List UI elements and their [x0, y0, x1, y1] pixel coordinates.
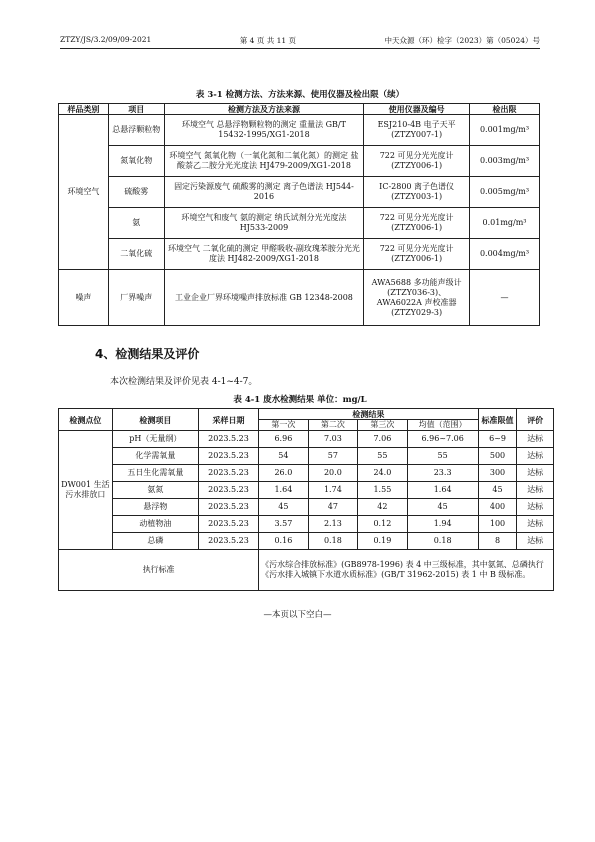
item-cell: 总悬浮颗粒物 [108, 115, 164, 146]
limit-cell: 400 [478, 499, 517, 516]
date-cell: 2023.5.23 [198, 431, 258, 448]
value-cell: 55 [358, 448, 408, 465]
col-header: 第二次 [308, 420, 358, 431]
avg-cell: 23.3 [407, 465, 478, 482]
eval-cell: 达标 [517, 448, 554, 465]
item-cell: 化学需氧量 [112, 448, 198, 465]
limit-cell: 0.005mg/m³ [470, 177, 540, 208]
standard-label: 执行标准 [59, 550, 259, 591]
eval-cell: 达标 [517, 482, 554, 499]
limit-cell: 0.003mg/m³ [470, 146, 540, 177]
col-header: 样品类别 [59, 104, 109, 115]
instrument-cell: IC-2800 离子色谱仪 (ZTZY003-1) [364, 177, 470, 208]
col-header: 检测结果 [259, 409, 479, 420]
item-cell: 悬浮物 [112, 499, 198, 516]
col-header: 评价 [517, 409, 554, 431]
method-cell: 环境空气 氮氧化物（一氧化氮和二氧化氮）的测定 盐酸萘乙二胺分光光度法 HJ479-2009/XG1-2018 [164, 146, 363, 177]
avg-cell: 1.94 [407, 516, 478, 533]
doc-code: ZTZY/JS/3.2/09/09-2021 [60, 35, 152, 44]
method-cell: 工业企业厂界环境噪声排放标准 GB 12348-2008 [164, 270, 363, 326]
value-cell: 0.16 [259, 533, 309, 550]
item-cell: pH（无量纲） [112, 431, 198, 448]
report-number: 中天众源（环）检字（2023）第（05024）号 [384, 36, 540, 45]
value-cell: 47 [308, 499, 358, 516]
eval-cell: 达标 [517, 499, 554, 516]
value-cell: 0.12 [358, 516, 408, 533]
eval-cell: 达标 [517, 533, 554, 550]
date-cell: 2023.5.23 [198, 482, 258, 499]
avg-cell: 0.18 [407, 533, 478, 550]
value-cell: 1.64 [259, 482, 309, 499]
table-row [59, 177, 540, 208]
item-cell: 总磷 [112, 533, 198, 550]
standard-text: 《污水综合排放标准》(GB8978-1996) 表 4 中三级标准，其中氨氮、总磷执行《污水排入城镇下水道水质标准》(GB/T 31962-2015) 表 1 中 B 级标准。 [259, 550, 554, 591]
method-table [58, 103, 540, 326]
date-cell: 2023.5.23 [198, 516, 258, 533]
item-cell: 二氧化硫 [108, 239, 164, 270]
col-header: 采样日期 [198, 409, 258, 431]
value-cell: 45 [259, 499, 309, 516]
category-cell: 环境空气 [59, 115, 109, 270]
col-header: 检测点位 [59, 409, 113, 431]
value-cell: 0.19 [358, 533, 408, 550]
value-cell: 20.0 [308, 465, 358, 482]
method-cell: 环境空气和废气 氨的测定 纳氏试剂分光光度法 HJ533-2009 [164, 208, 363, 239]
avg-cell: 55 [407, 448, 478, 465]
instrument-cell: 722 可见分光光度计 (ZTZY006-1) [364, 208, 470, 239]
item-cell: 氨 [108, 208, 164, 239]
value-cell: 7.03 [308, 431, 358, 448]
item-cell: 氮氧化物 [108, 146, 164, 177]
category-cell: 噪声 [59, 270, 109, 326]
limit-cell: 0.004mg/m³ [470, 239, 540, 270]
limit-cell: 300 [478, 465, 517, 482]
value-cell: 6.96 [259, 431, 309, 448]
item-cell: 五日生化需氧量 [112, 465, 198, 482]
section-intro: 本次检测结果及评价见表 4-1~4-7。 [110, 377, 258, 387]
method-cell: 固定污染源废气 硫酸雾的测定 离子色谱法 HJ544-2016 [164, 177, 363, 208]
value-cell: 1.55 [358, 482, 408, 499]
col-header: 均值（范围） [407, 420, 478, 431]
table-row [59, 533, 554, 550]
item-cell: 氨氮 [112, 482, 198, 499]
col-header: 标准限值 [478, 409, 517, 431]
table-row [59, 239, 540, 270]
table-row [59, 115, 540, 146]
value-cell: 0.18 [308, 533, 358, 550]
table-4-1-caption: 表 4-1 废水检测结果 单位：mg/L [233, 395, 367, 405]
value-cell: 42 [358, 499, 408, 516]
limit-cell: 500 [478, 448, 517, 465]
date-cell: 2023.5.23 [198, 465, 258, 482]
table-row [59, 448, 554, 465]
avg-cell: 6.96~7.06 [407, 431, 478, 448]
avg-cell: 1.64 [407, 482, 478, 499]
item-cell: 厂界噪声 [108, 270, 164, 326]
instrument-cell: AWA5688 多功能声级计 (ZTZY036-3)、AWA6022A 声校准器 (ZTZY029-3) [364, 270, 470, 326]
limit-cell: 0.01mg/m³ [470, 208, 540, 239]
eval-cell: 达标 [517, 465, 554, 482]
table-row [59, 482, 554, 499]
limit-cell: 45 [478, 482, 517, 499]
date-cell: 2023.5.23 [198, 448, 258, 465]
item-cell: 硫酸雾 [108, 177, 164, 208]
table-row [59, 465, 554, 482]
value-cell: 3.57 [259, 516, 309, 533]
method-cell: 环境空气 总悬浮物颗粒物的测定 重量法 GB/T 15432-1995/XG1-2018 [164, 115, 363, 146]
eval-cell: 达标 [517, 516, 554, 533]
limit-cell: 8 [478, 533, 517, 550]
table-row [59, 499, 554, 516]
value-cell: 57 [308, 448, 358, 465]
value-cell: 2.13 [308, 516, 358, 533]
page-header [60, 35, 540, 46]
instrument-cell: 722 可见分光光度计 (ZTZY006-1) [364, 239, 470, 270]
col-header: 使用仪器及编号 [364, 104, 470, 115]
date-cell: 2023.5.23 [198, 499, 258, 516]
date-cell: 2023.5.23 [198, 533, 258, 550]
standard-row [59, 550, 554, 591]
limit-cell: 6~9 [478, 431, 517, 448]
col-header: 项目 [108, 104, 164, 115]
wastewater-results-table [58, 408, 554, 591]
limit-cell: 0.001mg/m³ [470, 115, 540, 146]
table-row [59, 146, 540, 177]
col-header: 检出限 [470, 104, 540, 115]
header-rule [60, 48, 540, 49]
table-row [59, 208, 540, 239]
value-cell: 54 [259, 448, 309, 465]
col-header: 第一次 [259, 420, 309, 431]
avg-cell: 45 [407, 499, 478, 516]
col-header: 检测方法及方法来源 [164, 104, 363, 115]
table-row [59, 431, 554, 448]
method-cell: 环境空气 二氧化硫的测定 甲醛吸收-副玫瑰苯胺分光光度法 HJ482-2009/XG1-2018 [164, 239, 363, 270]
instrument-cell: 722 可见分光光度计 (ZTZY006-1) [364, 146, 470, 177]
point-cell: DW001 生活污水排放口 [59, 431, 113, 550]
blank-page-note: —本页以下空白— [263, 610, 332, 620]
section-title: 4、检测结果及评价 [95, 347, 200, 361]
eval-cell: 达标 [517, 431, 554, 448]
instrument-cell: ESJ210-4B 电子天平 (ZTZY007-1) [364, 115, 470, 146]
page-number: 第 4 页 共 11 页 [239, 36, 297, 45]
col-header: 检测项目 [112, 409, 198, 431]
limit-cell: — [470, 270, 540, 326]
value-cell: 26.0 [259, 465, 309, 482]
table-3-1-caption: 表 3-1 检测方法、方法来源、使用仪器及检出限（续） [195, 90, 405, 100]
item-cell: 动植物油 [112, 516, 198, 533]
value-cell: 24.0 [358, 465, 408, 482]
limit-cell: 100 [478, 516, 517, 533]
col-header: 第三次 [358, 420, 408, 431]
value-cell: 1.74 [308, 482, 358, 499]
value-cell: 7.06 [358, 431, 408, 448]
table-row [59, 516, 554, 533]
table-row [59, 270, 540, 326]
